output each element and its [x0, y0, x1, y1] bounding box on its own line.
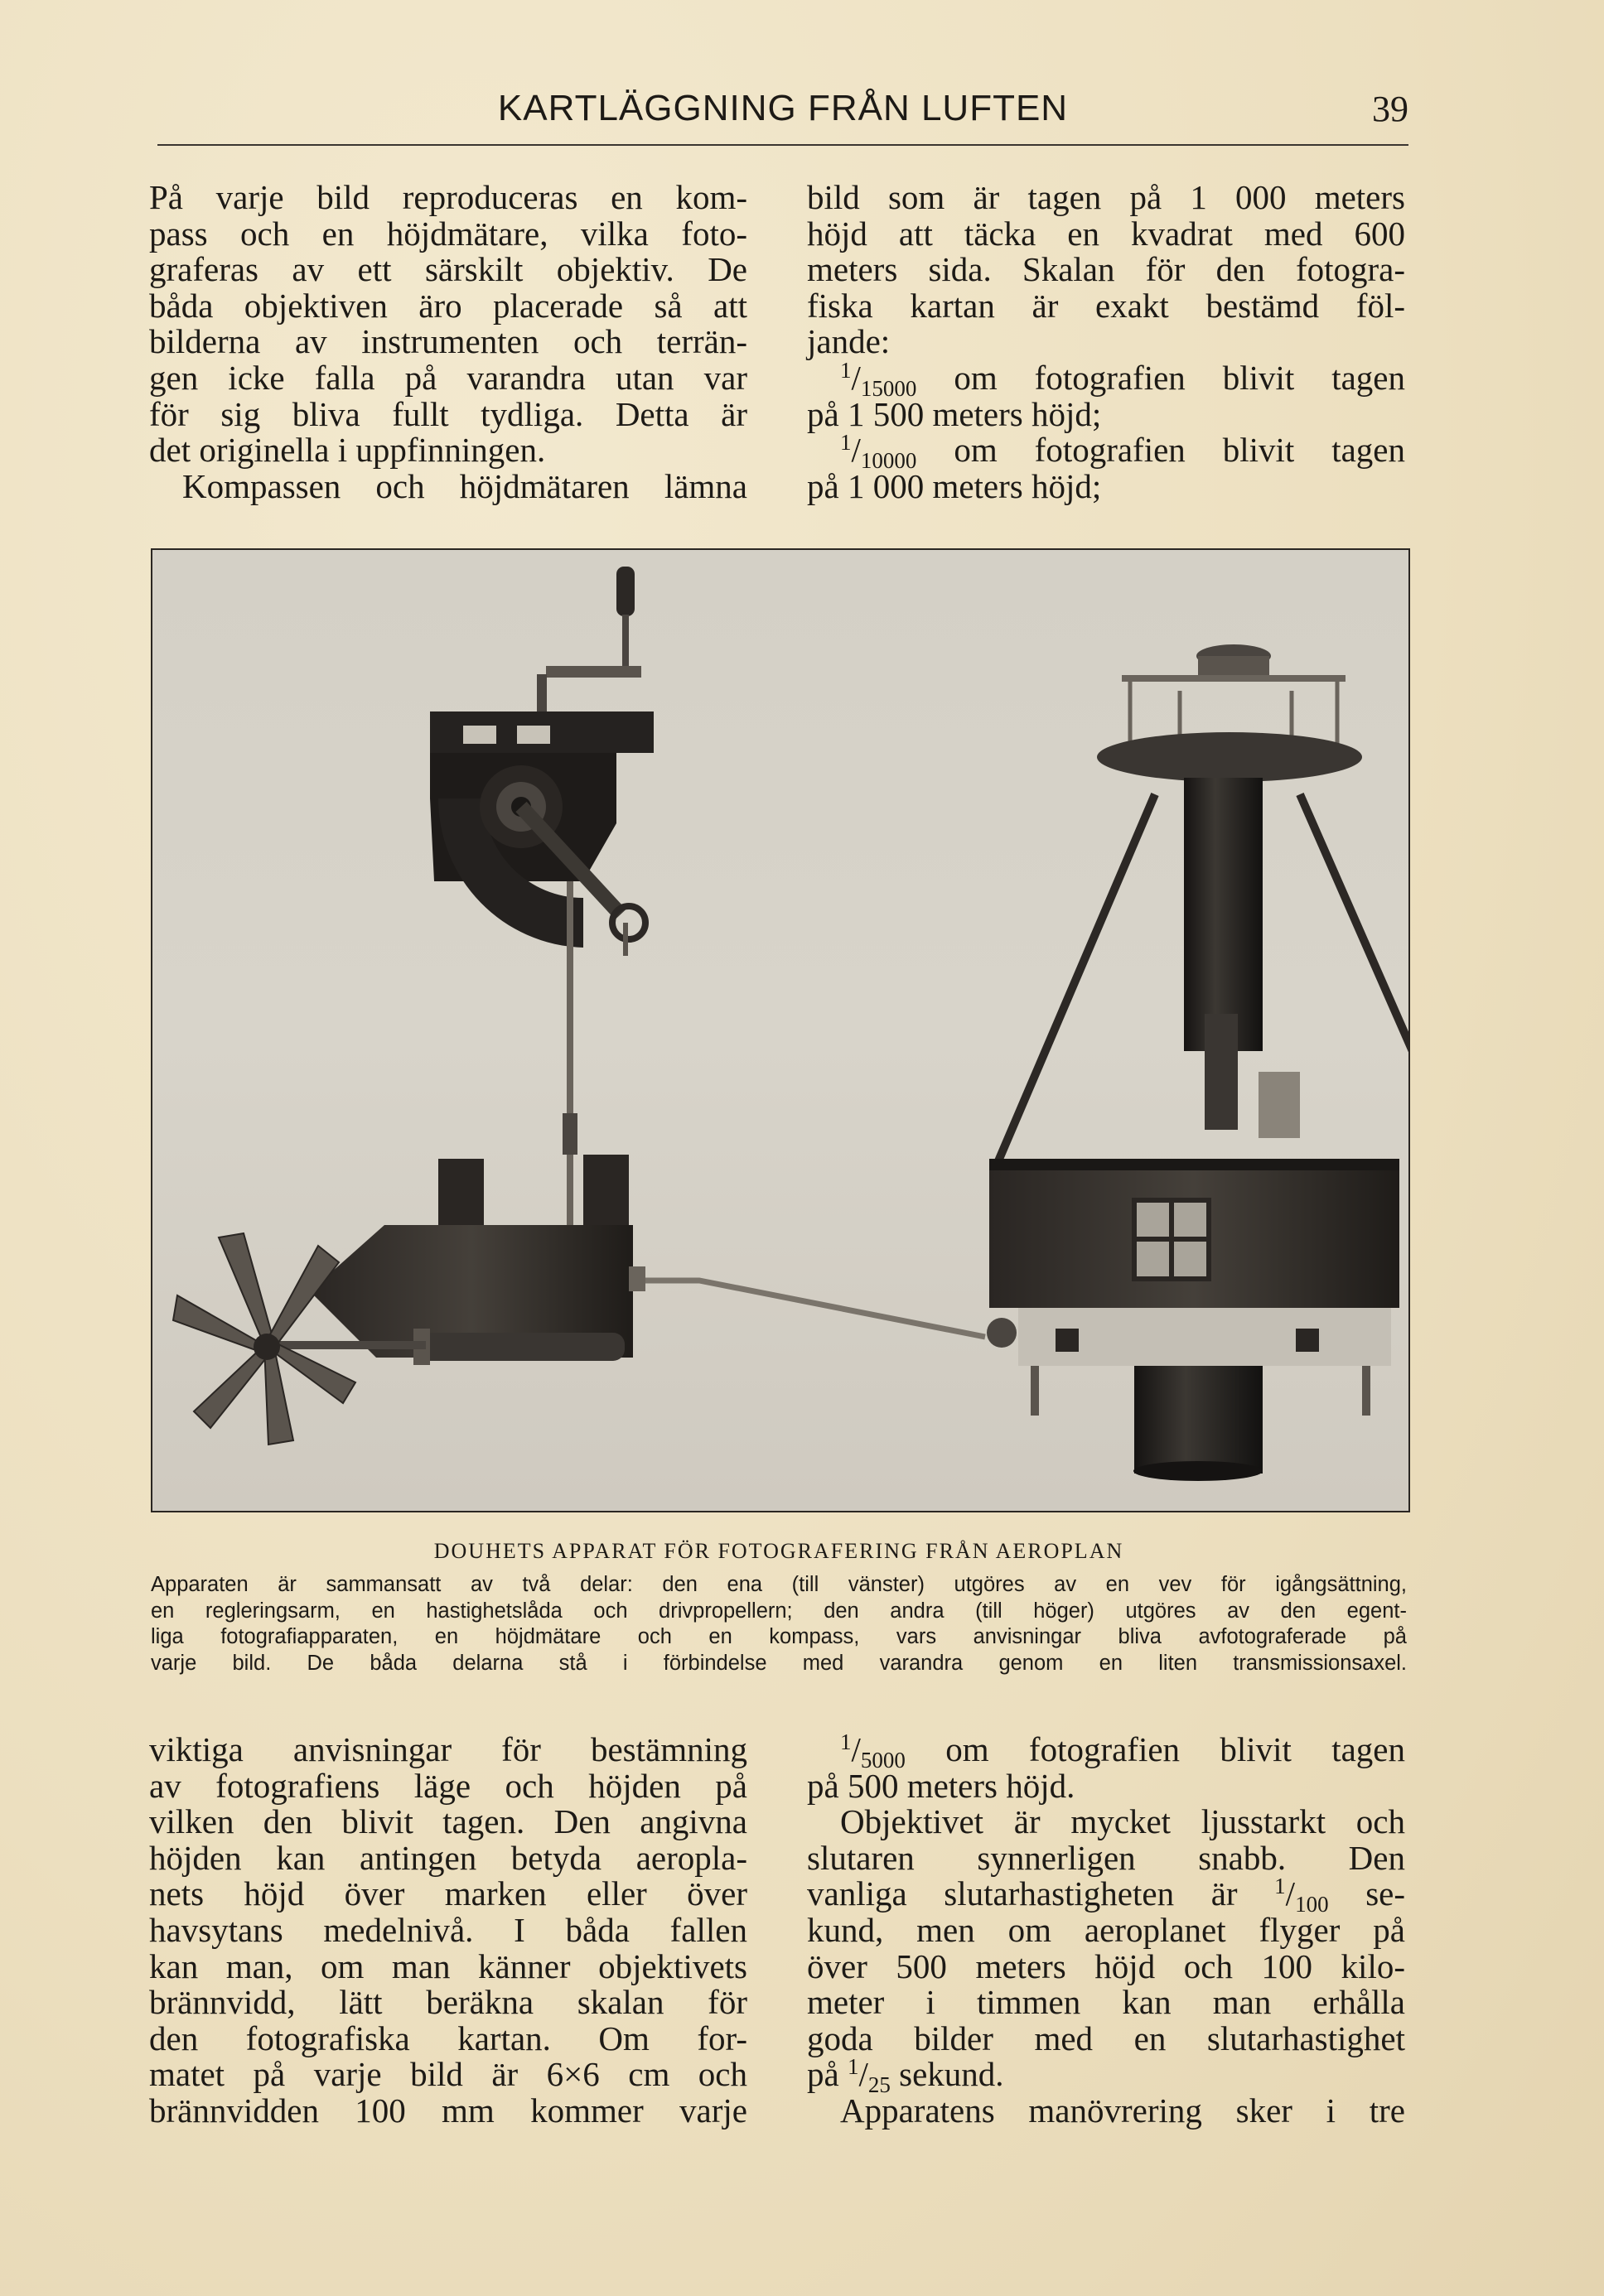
- text-line: Kompassen och höjdmätaren lämna: [182, 466, 747, 505]
- text-segment: vanliga slutarhastigheten är: [807, 1874, 1238, 1913]
- bottom-left-column: [149, 1732, 747, 2130]
- scale-line: [807, 430, 1406, 474]
- text-line: [807, 2054, 1405, 2098]
- scale-text: om fotografien blivit tagen: [954, 358, 1406, 397]
- fraction-numerator: 1: [840, 1729, 852, 1754]
- fraction-denominator: 25: [867, 2072, 891, 2098]
- text-line: för sig bliva fullt tydliga. Detta är: [149, 394, 747, 433]
- scale-line: [807, 357, 1406, 401]
- text-line: bild som är tagen på 1 000 meters: [807, 178, 1405, 216]
- caption-line: liga fotografiapparaten, en höjdmätare och en kompass, vars anvisningar bliva avfotograferade på: [151, 1625, 1407, 1648]
- text-line: på 1 500 meters höjd;: [807, 394, 1102, 433]
- text-segment: sekund.: [899, 2055, 1004, 2094]
- transmission-shaft: [645, 1281, 985, 1337]
- fraction-numerator: 1: [1274, 1874, 1286, 1899]
- text-segment: se-: [1365, 1874, 1405, 1913]
- text-line: gen icke falla på varandra utan var: [149, 358, 747, 397]
- text-line: goda bilder med en slutarhastighet: [807, 2019, 1405, 2057]
- text-line: Apparatens manövrering sker i tre: [840, 2091, 1405, 2130]
- fraction-denominator: 5000: [860, 1748, 906, 1773]
- fraction-denominator: 10000: [860, 448, 917, 474]
- text-line: kund, men om aeroplanet flyger på: [807, 1910, 1405, 1949]
- apparatus-illustration: [152, 550, 1408, 1511]
- text-line: Objektivet är mycket ljusstarkt och: [840, 1802, 1405, 1841]
- caption-line: Apparaten är sammansatt av två delar: den ena (till vänster) utgöres av en vev för igångsättning,: [151, 1573, 1407, 1596]
- text-line: meters sida. Skalan för den fotogra-: [807, 250, 1405, 289]
- text-line: matet på varje bild är 6×6 cm och: [149, 2055, 747, 2094]
- caption-line: en regleringsarm, en hastighetslåda och drivpropellern; den andra (till höger) utgöres av den egent-: [151, 1599, 1407, 1623]
- fraction: $^1/_{10000}$: [840, 430, 917, 474]
- text-line: över 500 meters höjd och 100 kilo-: [807, 1946, 1405, 1985]
- figure-caption-title: DOUHETS APPARAT FÖR FOTOGRAFERING FRÅN AEROPLAN: [433, 1539, 1124, 1563]
- crank-mechanism: [430, 567, 654, 1229]
- text-line: brännvidden 100 mm kommer varje: [149, 2091, 747, 2130]
- running-title: KARTLÄGGNING FRÅN LUFTEN: [497, 88, 1069, 128]
- text-line: kan man, om man känner objektivets: [149, 1946, 747, 1985]
- camera-unit: [987, 644, 1408, 1481]
- fraction-numerator: 1: [847, 2054, 859, 2080]
- text-line: På varje bild reproduceras en kom-: [149, 178, 747, 216]
- caption-line: varje bild. De båda delarna stå i förbindelse med varandra genom en liten transmissionsaxel.: [151, 1651, 1407, 1675]
- bottom-right-column: [807, 1729, 1406, 2130]
- fraction: $^1/_{25}$: [847, 2054, 891, 2098]
- fraction-numerator: 1: [840, 430, 852, 456]
- text-line: nets höjd över marken eller över: [149, 1874, 747, 1913]
- text-line: på 500 meters höjd.: [807, 1766, 1075, 1805]
- text-line: havsytans medelnivå. I båda fallen: [149, 1910, 747, 1949]
- text-line: det originella i uppfinningen.: [149, 431, 546, 470]
- text-line: jande:: [807, 322, 891, 361]
- text-line: pass och en höjdmätare, vilka foto-: [149, 214, 747, 253]
- page-number: 39: [1372, 89, 1408, 129]
- text-line: vilken den blivit tagen. Den angivna: [149, 1802, 747, 1841]
- figure-caption: [151, 1572, 1407, 1676]
- text-line: den fotografiska kartan. Om for-: [149, 2019, 747, 2057]
- text-segment: på: [807, 2055, 839, 2094]
- text-line: höjd att täcka en kvadrat med 600: [807, 214, 1405, 253]
- text-line: båda objektiven äro placerade så att: [149, 286, 747, 325]
- text-line: bilderna av instrumenten och terrän-: [149, 322, 747, 361]
- text-line: av fotografiens läge och höjden på: [149, 1766, 747, 1805]
- scale-text: om fotografien blivit tagen: [954, 431, 1406, 470]
- top-left-column: [149, 180, 747, 504]
- speed-box: [310, 1155, 645, 1365]
- text-line: fiska kartan är exakt bestämd föl-: [807, 286, 1405, 325]
- scale-text: om fotografien blivit tagen: [945, 1730, 1406, 1768]
- fraction: $^1/_{5000}$: [840, 1729, 906, 1773]
- fraction: $^1/_{100}$: [1274, 1874, 1329, 1917]
- text-line: höjden kan antingen betyda aeropla-: [149, 1838, 747, 1877]
- fraction-numerator: 1: [840, 357, 852, 383]
- text-line: graferas av ett särskilt objektiv. De: [149, 250, 747, 289]
- text-line: slutaren synnerligen snabb. Den: [807, 1838, 1405, 1877]
- text-line: viktiga anvisningar för bestämning: [149, 1730, 747, 1768]
- apparatus-photograph: [151, 548, 1410, 1512]
- fraction-denominator: 15000: [860, 375, 917, 401]
- scale-line: [807, 1729, 1406, 1773]
- text-line: meter i timmen kan man erhålla: [807, 1983, 1405, 2022]
- text-line: brännvidd, lätt beräkna skalan för: [149, 1983, 747, 2022]
- fraction: $^1/_{15000}$: [840, 357, 917, 401]
- text-line: på 1 000 meters höjd;: [807, 466, 1102, 505]
- page-header: [157, 84, 1408, 146]
- text-line: [807, 1874, 1405, 1917]
- fraction-denominator: 100: [1295, 1892, 1329, 1917]
- top-right-column: [807, 180, 1405, 504]
